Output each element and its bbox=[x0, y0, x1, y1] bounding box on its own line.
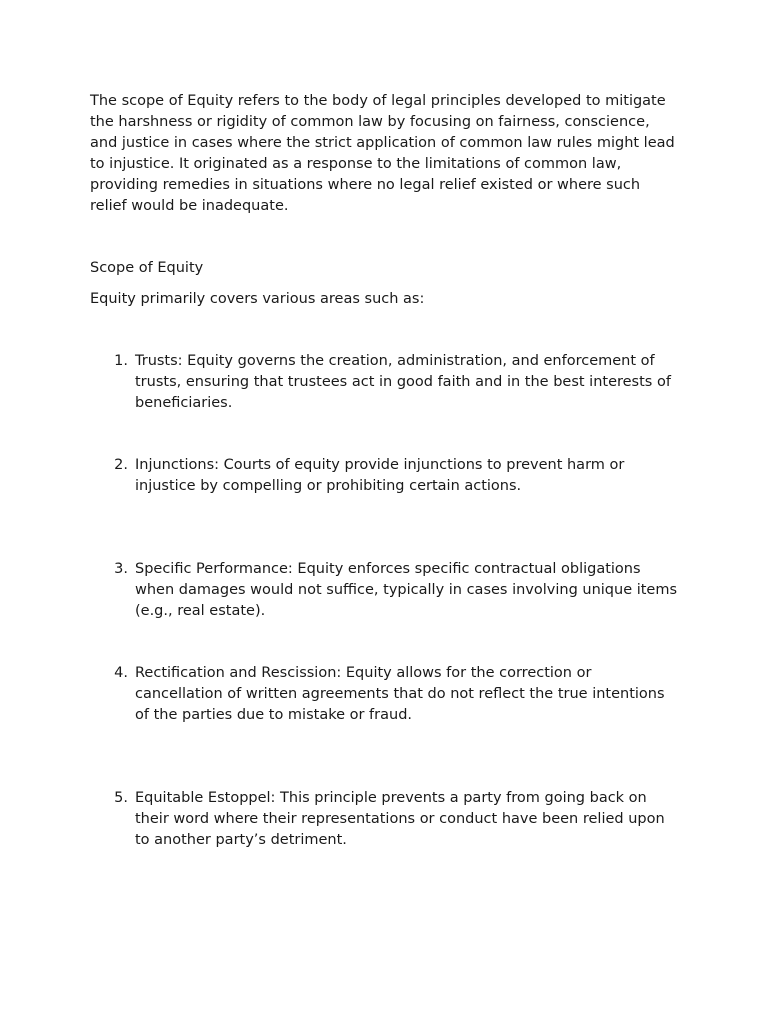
list-item-number: 1. bbox=[114, 353, 128, 369]
intro-paragraph: The scope of Equity refers to the body of legal principles developed to mitigate the harshness or rigidity of common law by focusing on fairness, conscience, and justice in cases where the strict application of common law rules might lead to injustice. It originated as a response to the limitations of common law, providing remedies in situations where no legal relief existed or where such relief would be inadequate. bbox=[90, 93, 675, 214]
list-item-text: Specific Performance: Equity enforces specific contractual obligations when damages would not suffice, typically in cases involving unique items (e.g., real estate). bbox=[135, 561, 678, 619]
list-item-text: Trusts: Equity governs the creation, administration, and enforcement of trusts, ensuring that trustees act in good faith and in the best interests of beneficiaries. bbox=[135, 353, 671, 411]
list-item-number: 4. bbox=[114, 665, 128, 681]
list-item-text: Injunctions: Courts of equity provide injunctions to prevent harm or injustice by compelling or prohibiting certain actions. bbox=[135, 457, 625, 494]
section-heading: Scope of Equity bbox=[90, 260, 204, 276]
list-item bbox=[90, 351, 680, 414]
list-item bbox=[90, 788, 680, 851]
lead-paragraph: Equity primarily covers various areas such as: bbox=[90, 291, 425, 307]
list-item bbox=[90, 559, 680, 622]
list-item-text: Rectification and Rescission: Equity allows for the correction or cancellation of written agreements that do not reflect the true intentions of the parties due to mistake or fraud. bbox=[135, 665, 665, 723]
list-item bbox=[90, 455, 680, 497]
list-item-number: 5. bbox=[114, 790, 128, 806]
list-item-number: 2. bbox=[114, 457, 128, 473]
list-item-number: 3. bbox=[114, 561, 128, 577]
list-item-text: Equitable Estoppel: This principle prevents a party from going back on their word where their representations or conduct have been relied upon to another party’s detriment. bbox=[135, 790, 665, 848]
list-item bbox=[90, 663, 680, 726]
